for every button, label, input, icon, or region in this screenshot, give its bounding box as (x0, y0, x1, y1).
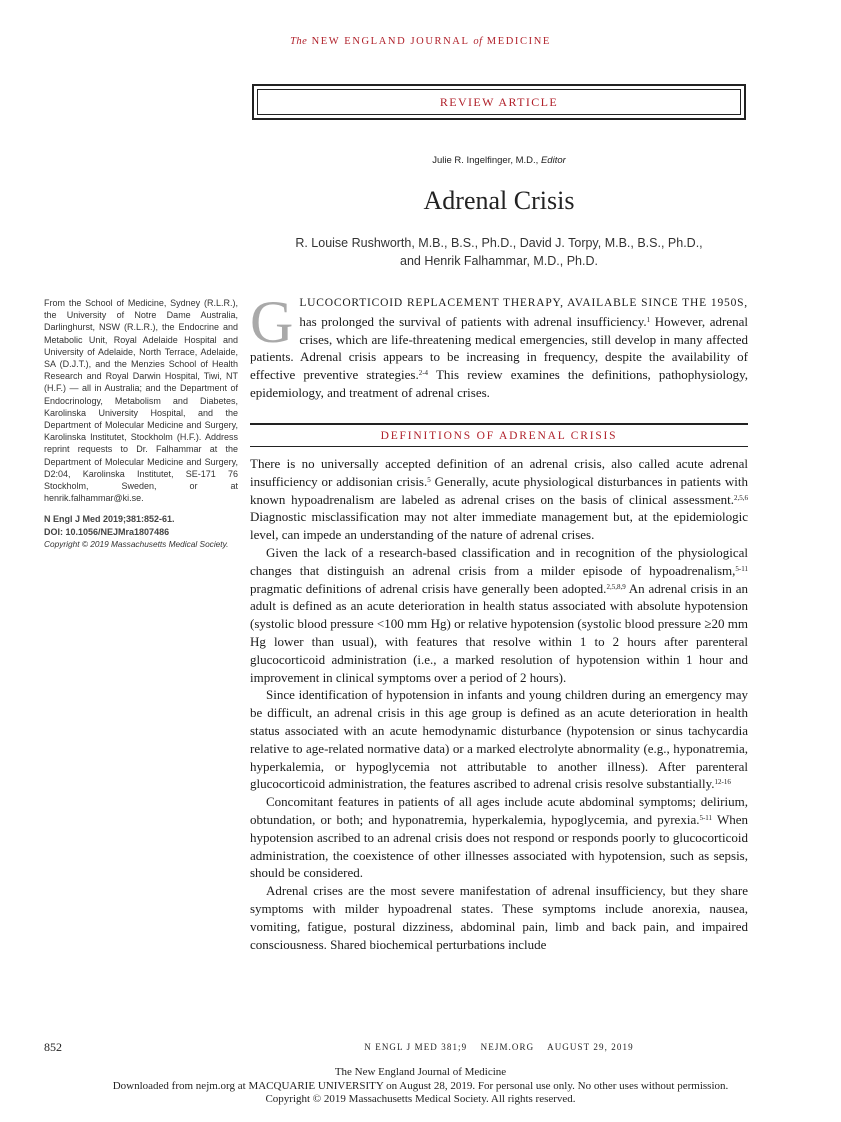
ref-superscript: 5-11 (699, 813, 713, 822)
paragraph-text: Concomitant features in patients of all ages include acute abdominal symptoms; delirium, obtundation, or both; and hyponatremia, hyperkalemia, hypoglycemia, and pyrexia. (250, 794, 748, 827)
paragraph-text: Since identification of hypotension in infants and young children during an emergency may be difficult, an adrenal crisis in this age group is defined as an acute deterioration in health status associated with an acute hemodynamic disturbance (hypotension or sinus tachycardia relative to age-related normative data) or a marked electrolyte abnormality (e.g., hyponatremia, hyperkalemia, or hypoglycemia not attributable to another illness). After parenteral glucocorticoid administration, the features ascribed to adrenal crisis resolve substantially. (250, 687, 748, 792)
paragraph (250, 686, 748, 793)
ref-superscript: 1 (646, 315, 651, 324)
article-type-banner (252, 84, 746, 120)
intro-text-1: has prolonged the survival of patients with adrenal insufficiency. (299, 313, 647, 329)
ref-superscript: 2,5,8,9 (606, 582, 626, 591)
paragraph (250, 544, 748, 686)
download-notice (0, 1066, 841, 1107)
doi-line: DOI: 10.1056/NEJMra1807486 (44, 526, 170, 537)
ref-superscript: 5-11 (735, 564, 748, 573)
ref-superscript: 12-16 (714, 778, 731, 787)
intro-text-2: However, adrenal crises, which are life-threatening medical emergencies, still develop in many affected patients. Adrenal crisis appears to be increasing in frequency, despite the availability of effective preventive strategies. (250, 313, 748, 383)
paragraph (250, 793, 748, 882)
paragraph-text: pragmatic definitions of adrenal crisis have generally been adopted. (250, 580, 607, 596)
download-line-3: Copyright © 2019 Massachusetts Medical Society. All rights reserved. (265, 1093, 576, 1106)
ref-superscript: 5 (427, 475, 431, 484)
editor-line (252, 155, 746, 166)
affiliation-sidebar (44, 297, 238, 550)
download-line-2: Downloaded from nejm.org at MACQUARIE UNIVERSITY on August 28, 2019. For personal use only. No other uses without permission. (112, 1079, 729, 1092)
paragraph-text: When hypotension ascribed to an adrenal crisis does not respond or responds poorly to glucocorticoid administration, the coexistence of other illnesses associated with hypotension, such as sepsis, should be considered. (250, 811, 748, 881)
ref-superscript: 2-4 (418, 369, 429, 378)
article-title: Adrenal Crisis (423, 186, 575, 215)
editor-role: Editor (540, 155, 566, 166)
paragraph-text: Given the lack of a research-based classification and in recognition of the physiological changes that distinguish an adrenal crisis from a milder episode of hypoadrenalism, (250, 544, 748, 578)
page-number: 852 (44, 1040, 62, 1054)
citation-line: N Engl J Med 2019;381:852-61. (44, 514, 175, 525)
section-heading: DEFINITIONS OF ADRENAL CRISIS (250, 423, 748, 447)
editor-name: Julie R. Ingelfinger, M.D., (432, 155, 539, 166)
paragraph (250, 882, 748, 953)
paragraph-text: Diagnostic misclassification may not alter immediate management but, at the epidemiologic level, can impede an understanding of the nature of adrenal crises. (250, 509, 748, 543)
drop-cap: G (250, 289, 294, 355)
journal-the: The (290, 36, 308, 47)
affiliation-text: From the School of Medicine, Sydney (R.L.R.), the University of Notre Dame Australia, Darlinghurst, NSW (R.L.R.), the Endocrine and Metabolic Unit, Royal Adelaide Hospital and University of Adelaide, North Terrace, Adelaide, SA (D.J.T.), and the Menzies School of Health Research and Royal Darwin Hospital, Tiwi, NT (H.F.) — all in Australia; and the Department of Endocrinology, Metabolism and Diabetes, Karolinska University Hospital, and the Department of Molecular Medicine and Surgery, Karolinska Institutet, Stockholm (H.F.). Address reprint requests to Dr. Falhammar at the Department of Molecular Medicine and Surgery, D2:04, Karolinska Institutet, SE-171 76 Stockholm, Sweden, or at henrik.falhammar@ki.se. (44, 298, 238, 504)
article-type-label: REVIEW ARTICLE (257, 89, 741, 115)
paragraph-text: An adrenal crisis in an adult is defined as an acute deterioration in health status associated with absolute hypotension (systolic blood pressure <100 mm Hg) or relative hypotension (systolic blood pressure ≥20 mm Hg lower than usual), with features that resolve within 1 to 2 hours after parenteral glucocorticoid administration (i.e., a marked resolution of hypotension within 1 hour and improvement in clinical symptoms over a period of 2 hours). (250, 580, 748, 685)
author-line-2: and Henrik Falhammar, M.D., Ph.D. (400, 254, 598, 268)
download-line-1: The New England Journal of Medicine (334, 1066, 507, 1078)
author-line-1: R. Louise Rushworth, M.B., B.S., Ph.D., David J. Torpy, M.B., B.S., Ph.D., (295, 236, 703, 250)
author-list (252, 234, 746, 270)
journal-name: NEW ENGLAND JOURNAL (311, 36, 470, 47)
ref-superscript: 2,5,6 (734, 493, 748, 502)
section-body (250, 455, 748, 953)
journal-medicine: MEDICINE (486, 36, 551, 47)
paragraph-text: Adrenal crises are the most severe manifestation of adrenal insufficiency, but they share symptoms with milder hypoadrenal states. These symptoms include anorexia, nausea, vomiting, fatigue, postural dizziness, abdominal pain, limb and back pain, and impaired consciousness. Shared biochemical perturbations include (250, 883, 748, 952)
paragraph-text: Generally, acute physiological disturbances in patients with known hypoadrenalism are labeled as adrenal crises on the basis of clinical assessment. (250, 473, 748, 507)
journal-masthead (0, 36, 841, 47)
running-footer: N ENGL J MED 381;9 NEJM.ORG AUGUST 29, 2019 (364, 1042, 634, 1052)
intro-text-3: This review examines the definitions, pathophysiology, epidemiology, and treatment of adrenal crises. (250, 367, 748, 400)
journal-of: of (473, 36, 483, 47)
paragraph (250, 455, 748, 544)
copyright-line: Copyright © 2019 Massachusetts Medical Society. (44, 538, 229, 549)
paragraph-text: There is no universally accepted definition of an adrenal crisis, also called acute adrenal insufficiency or addisonian crisis. (250, 456, 748, 489)
intro-lead: LUCOCORTICOID REPLACEMENT THERAPY, AVAILABLE SINCE THE 1950S, (299, 297, 748, 309)
intro-paragraph (250, 289, 748, 402)
